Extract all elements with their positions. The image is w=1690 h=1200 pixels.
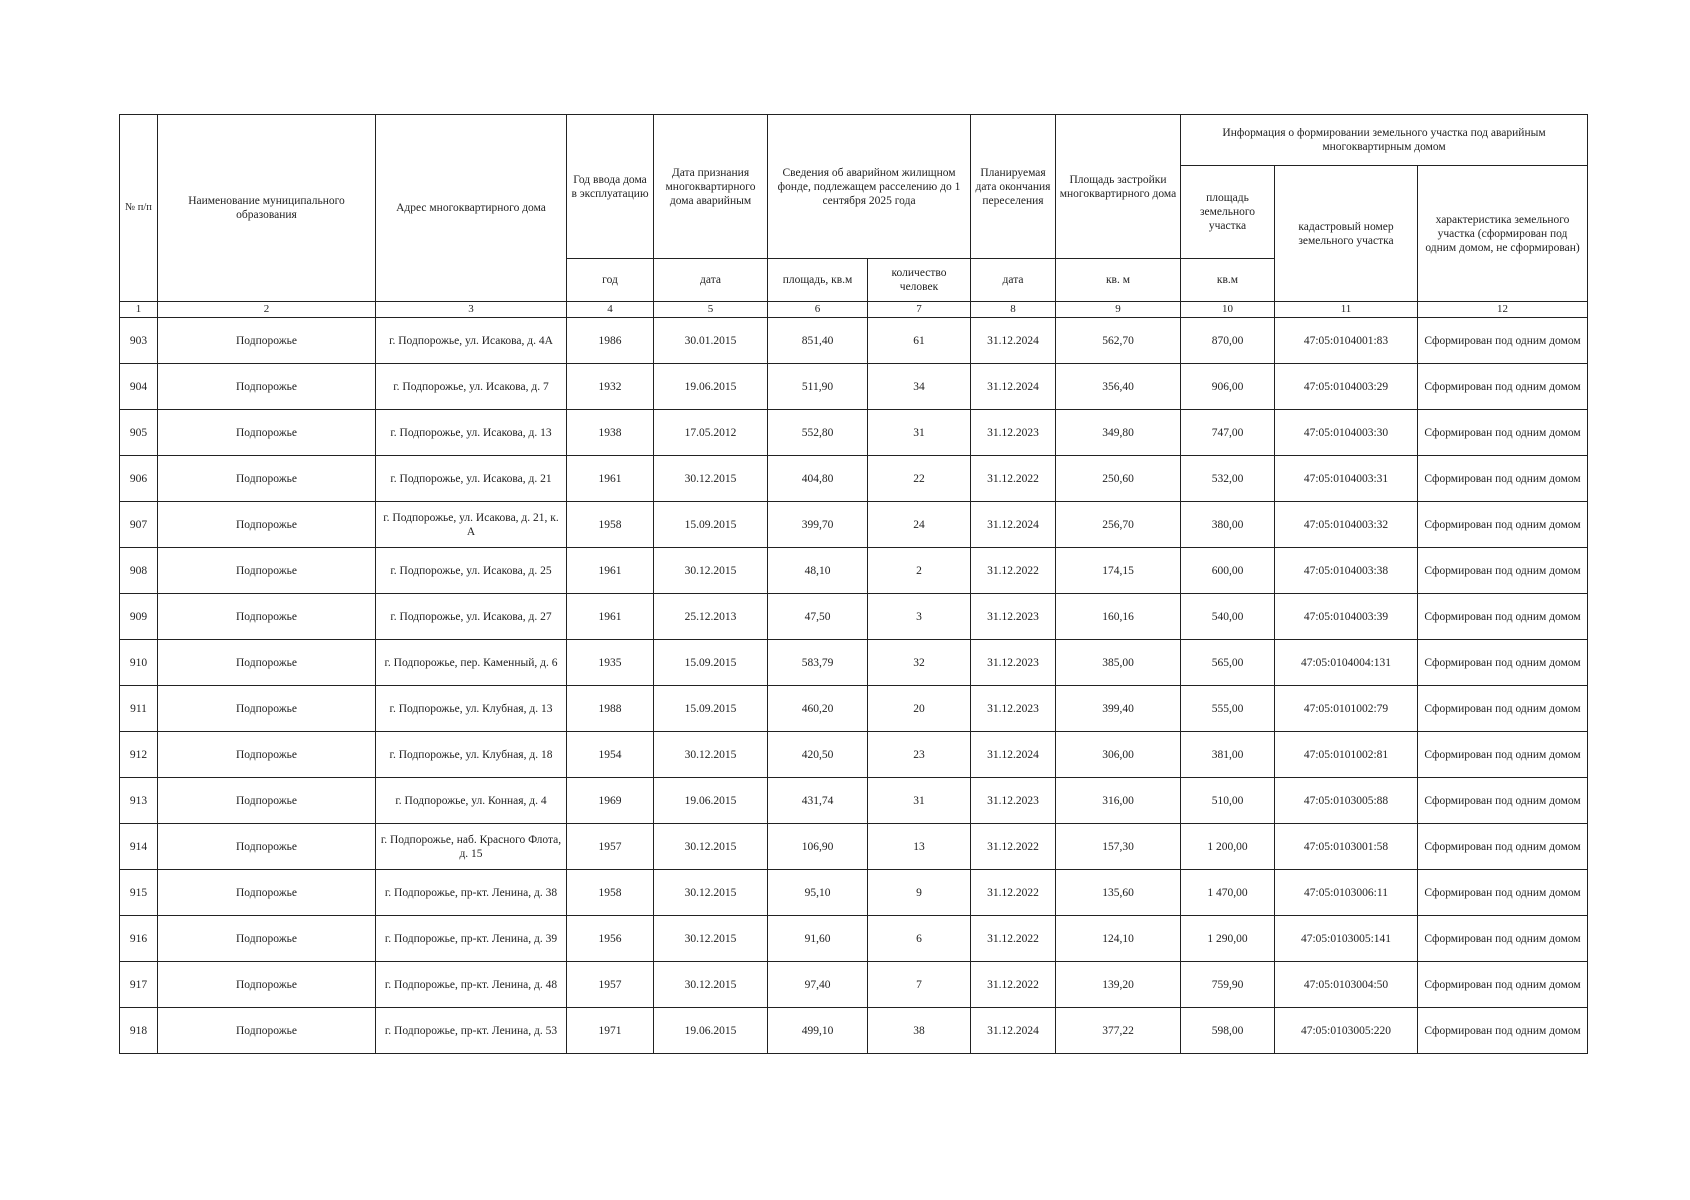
header-planned-date: Планируемая дата окончания переселения	[971, 115, 1056, 259]
cell-planned-date: 31.12.2023	[971, 410, 1056, 456]
cell-building-area: 377,22	[1056, 1008, 1181, 1054]
cell-address: г. Подпорожье, пр-кт. Ленина, д. 38	[376, 870, 567, 916]
table-row	[120, 318, 1588, 364]
cell-people-count: 22	[868, 456, 971, 502]
cell-people-count: 6	[868, 916, 971, 962]
col-number: 1	[120, 302, 158, 318]
cell-building-area: 157,30	[1056, 824, 1181, 870]
cell-municipality: Подпорожье	[158, 824, 376, 870]
cell-municipality: Подпорожье	[158, 410, 376, 456]
cell-people-count: 2	[868, 548, 971, 594]
cell-address: г. Подпорожье, пр-кт. Ленина, д. 39	[376, 916, 567, 962]
header-address: Адрес многоквартирного дома	[376, 115, 567, 302]
cell-building-area: 160,16	[1056, 594, 1181, 640]
cell-row-number: 918	[120, 1008, 158, 1054]
cell-address: г. Подпорожье, ул. Исакова, д. 25	[376, 548, 567, 594]
cell-municipality: Подпорожье	[158, 962, 376, 1008]
cell-commission-year: 1956	[567, 916, 654, 962]
cell-commission-year: 1957	[567, 824, 654, 870]
cell-planned-date: 31.12.2023	[971, 594, 1056, 640]
col-number: 3	[376, 302, 567, 318]
cell-municipality: Подпорожье	[158, 778, 376, 824]
col-number: 7	[868, 302, 971, 318]
col-number: 2	[158, 302, 376, 318]
cell-emergency-date: 30.12.2015	[654, 732, 768, 778]
cell-commission-year: 1935	[567, 640, 654, 686]
cell-commission-year: 1971	[567, 1008, 654, 1054]
cell-land-status: Сформирован под одним домом	[1418, 410, 1588, 456]
cell-land-status: Сформирован под одним домом	[1418, 732, 1588, 778]
cell-row-number: 916	[120, 916, 158, 962]
cell-municipality: Подпорожье	[158, 594, 376, 640]
cell-building-area: 124,10	[1056, 916, 1181, 962]
cell-emergency-date: 30.12.2015	[654, 916, 768, 962]
cell-people-count: 7	[868, 962, 971, 1008]
cell-cadastral-number: 47:05:0104003:30	[1275, 410, 1418, 456]
cell-land-status: Сформирован под одним домом	[1418, 962, 1588, 1008]
cell-land-status: Сформирован под одним домом	[1418, 502, 1588, 548]
cell-cadastral-number: 47:05:0101002:79	[1275, 686, 1418, 732]
col-number: 10	[1181, 302, 1275, 318]
cell-building-area: 356,40	[1056, 364, 1181, 410]
cell-land-area: 1 290,00	[1181, 916, 1275, 962]
table-row	[120, 456, 1588, 502]
cell-land-area: 1 470,00	[1181, 870, 1275, 916]
col-number: 4	[567, 302, 654, 318]
cell-emergency-date: 19.06.2015	[654, 364, 768, 410]
table-header	[120, 115, 1588, 318]
header-municipality: Наименование муниципального образования	[158, 115, 376, 302]
cell-municipality: Подпорожье	[158, 364, 376, 410]
cell-row-number: 917	[120, 962, 158, 1008]
header-row-number: № п/п	[120, 115, 158, 302]
cell-land-status: Сформирован под одним домом	[1418, 1008, 1588, 1054]
unit-land-area: кв.м	[1181, 259, 1275, 302]
col-number: 11	[1275, 302, 1418, 318]
header-land-group: Информация о формировании земельного участка под аварийным многоквартирным домом	[1181, 115, 1588, 166]
table-row	[120, 778, 1588, 824]
cell-land-area: 600,00	[1181, 548, 1275, 594]
cell-planned-date: 31.12.2023	[971, 640, 1056, 686]
cell-municipality: Подпорожье	[158, 916, 376, 962]
unit-year: год	[567, 259, 654, 302]
table-row	[120, 824, 1588, 870]
cell-emergency-area: 511,90	[768, 364, 868, 410]
cell-cadastral-number: 47:05:0101002:81	[1275, 732, 1418, 778]
cell-address: г. Подпорожье, ул. Конная, д. 4	[376, 778, 567, 824]
col-number: 6	[768, 302, 868, 318]
cell-land-status: Сформирован под одним домом	[1418, 686, 1588, 732]
table-row	[120, 916, 1588, 962]
cell-people-count: 31	[868, 410, 971, 456]
cell-municipality: Подпорожье	[158, 686, 376, 732]
cell-land-status: Сформирован под одним домом	[1418, 870, 1588, 916]
cell-emergency-date: 30.12.2015	[654, 824, 768, 870]
unit-date: дата	[654, 259, 768, 302]
cell-land-area: 747,00	[1181, 410, 1275, 456]
table-body	[120, 318, 1588, 1054]
col-number: 9	[1056, 302, 1181, 318]
cell-address: г. Подпорожье, ул. Исакова, д. 21, к. А	[376, 502, 567, 548]
cell-planned-date: 31.12.2024	[971, 732, 1056, 778]
cell-municipality: Подпорожье	[158, 548, 376, 594]
cell-municipality: Подпорожье	[158, 732, 376, 778]
cell-land-status: Сформирован под одним домом	[1418, 456, 1588, 502]
col-number: 5	[654, 302, 768, 318]
cell-emergency-area: 47,50	[768, 594, 868, 640]
table-row	[120, 502, 1588, 548]
cell-people-count: 38	[868, 1008, 971, 1054]
cell-cadastral-number: 47:05:0103004:50	[1275, 962, 1418, 1008]
cell-address: г. Подпорожье, ул. Исакова, д. 7	[376, 364, 567, 410]
cell-cadastral-number: 47:05:0103005:220	[1275, 1008, 1418, 1054]
cell-land-area: 555,00	[1181, 686, 1275, 732]
cell-cadastral-number: 47:05:0104003:39	[1275, 594, 1418, 640]
cell-commission-year: 1932	[567, 364, 654, 410]
cell-emergency-date: 30.12.2015	[654, 962, 768, 1008]
cell-emergency-date: 25.12.2013	[654, 594, 768, 640]
cell-land-area: 510,00	[1181, 778, 1275, 824]
cell-municipality: Подпорожье	[158, 1008, 376, 1054]
table-row	[120, 640, 1588, 686]
cell-emergency-date: 30.01.2015	[654, 318, 768, 364]
cell-building-area: 316,00	[1056, 778, 1181, 824]
cell-emergency-date: 15.09.2015	[654, 640, 768, 686]
header-cadastral-number: кадастровый номер земельного участка	[1275, 166, 1418, 302]
cell-building-area: 256,70	[1056, 502, 1181, 548]
cell-building-area: 385,00	[1056, 640, 1181, 686]
cell-land-status: Сформирован под одним домом	[1418, 548, 1588, 594]
cell-people-count: 61	[868, 318, 971, 364]
cell-commission-year: 1958	[567, 870, 654, 916]
column-number-row	[120, 302, 1588, 318]
cell-people-count: 23	[868, 732, 971, 778]
header-emergency-date: Дата признания многоквартирного дома аварийным	[654, 115, 768, 259]
cell-emergency-area: 399,70	[768, 502, 868, 548]
cell-building-area: 174,15	[1056, 548, 1181, 594]
cell-address: г. Подпорожье, ул. Клубная, д. 13	[376, 686, 567, 732]
cell-people-count: 32	[868, 640, 971, 686]
cell-commission-year: 1986	[567, 318, 654, 364]
cell-cadastral-number: 47:05:0104004:131	[1275, 640, 1418, 686]
cell-land-status: Сформирован под одним домом	[1418, 778, 1588, 824]
cell-emergency-area: 460,20	[768, 686, 868, 732]
cell-land-area: 565,00	[1181, 640, 1275, 686]
cell-row-number: 913	[120, 778, 158, 824]
cell-building-area: 306,00	[1056, 732, 1181, 778]
cell-row-number: 915	[120, 870, 158, 916]
unit-build-area: кв. м	[1056, 259, 1181, 302]
cell-row-number: 907	[120, 502, 158, 548]
cell-land-status: Сформирован под одним домом	[1418, 916, 1588, 962]
cell-planned-date: 31.12.2023	[971, 686, 1056, 732]
cell-address: г. Подпорожье, пр-кт. Ленина, д. 53	[376, 1008, 567, 1054]
cell-cadastral-number: 47:05:0103001:58	[1275, 824, 1418, 870]
header-emergency-fund: Сведения об аварийном жилищном фонде, подлежащем расселению до 1 сентября 2025 года	[768, 115, 971, 259]
cell-emergency-date: 19.06.2015	[654, 778, 768, 824]
cell-cadastral-number: 47:05:0104003:31	[1275, 456, 1418, 502]
col-number: 12	[1418, 302, 1588, 318]
unit-area: площадь, кв.м	[768, 259, 868, 302]
cell-commission-year: 1938	[567, 410, 654, 456]
cell-row-number: 908	[120, 548, 158, 594]
cell-emergency-date: 15.09.2015	[654, 686, 768, 732]
table-row	[120, 686, 1588, 732]
cell-emergency-area: 431,74	[768, 778, 868, 824]
table-row	[120, 962, 1588, 1008]
cell-people-count: 3	[868, 594, 971, 640]
cell-land-status: Сформирован под одним домом	[1418, 640, 1588, 686]
cell-emergency-area: 106,90	[768, 824, 868, 870]
cell-row-number: 903	[120, 318, 158, 364]
cell-address: г. Подпорожье, ул. Исакова, д. 27	[376, 594, 567, 640]
cell-planned-date: 31.12.2024	[971, 502, 1056, 548]
cell-cadastral-number: 47:05:0104003:29	[1275, 364, 1418, 410]
cell-emergency-date: 30.12.2015	[654, 548, 768, 594]
cell-land-area: 381,00	[1181, 732, 1275, 778]
header-building-area: Площадь застройки многоквартирного дома	[1056, 115, 1181, 259]
cell-emergency-area: 851,40	[768, 318, 868, 364]
cell-building-area: 349,80	[1056, 410, 1181, 456]
cell-row-number: 904	[120, 364, 158, 410]
cell-emergency-date: 15.09.2015	[654, 502, 768, 548]
cell-address: г. Подпорожье, пр-кт. Ленина, д. 48	[376, 962, 567, 1008]
cell-emergency-area: 48,10	[768, 548, 868, 594]
cell-commission-year: 1954	[567, 732, 654, 778]
cell-commission-year: 1957	[567, 962, 654, 1008]
cell-land-area: 540,00	[1181, 594, 1275, 640]
cell-emergency-date: 30.12.2015	[654, 870, 768, 916]
cell-planned-date: 31.12.2022	[971, 962, 1056, 1008]
cell-people-count: 20	[868, 686, 971, 732]
cell-municipality: Подпорожье	[158, 502, 376, 548]
cell-land-area: 380,00	[1181, 502, 1275, 548]
cell-address: г. Подпорожье, ул. Исакова, д. 21	[376, 456, 567, 502]
cell-building-area: 399,40	[1056, 686, 1181, 732]
cell-commission-year: 1988	[567, 686, 654, 732]
cell-land-area: 759,90	[1181, 962, 1275, 1008]
unit-people: количество человек	[868, 259, 971, 302]
cell-municipality: Подпорожье	[158, 870, 376, 916]
cell-planned-date: 31.12.2022	[971, 456, 1056, 502]
cell-planned-date: 31.12.2024	[971, 364, 1056, 410]
cell-land-area: 870,00	[1181, 318, 1275, 364]
cell-commission-year: 1961	[567, 456, 654, 502]
emergency-housing-table	[119, 114, 1588, 1054]
cell-address: г. Подпорожье, ул. Исакова, д. 4А	[376, 318, 567, 364]
cell-building-area: 250,60	[1056, 456, 1181, 502]
cell-cadastral-number: 47:05:0104001:83	[1275, 318, 1418, 364]
cell-people-count: 24	[868, 502, 971, 548]
cell-people-count: 9	[868, 870, 971, 916]
cell-emergency-area: 97,40	[768, 962, 868, 1008]
cell-commission-year: 1958	[567, 502, 654, 548]
cell-emergency-area: 420,50	[768, 732, 868, 778]
cell-land-status: Сформирован под одним домом	[1418, 318, 1588, 364]
cell-planned-date: 31.12.2022	[971, 824, 1056, 870]
cell-commission-year: 1961	[567, 594, 654, 640]
cell-row-number: 912	[120, 732, 158, 778]
cell-land-status: Сформирован под одним домом	[1418, 364, 1588, 410]
cell-people-count: 13	[868, 824, 971, 870]
cell-address: г. Подпорожье, наб. Красного Флота, д. 15	[376, 824, 567, 870]
cell-row-number: 909	[120, 594, 158, 640]
cell-cadastral-number: 47:05:0103005:141	[1275, 916, 1418, 962]
cell-building-area: 562,70	[1056, 318, 1181, 364]
cell-address: г. Подпорожье, ул. Клубная, д. 18	[376, 732, 567, 778]
cell-people-count: 31	[868, 778, 971, 824]
cell-emergency-date: 17.05.2012	[654, 410, 768, 456]
cell-address: г. Подпорожье, ул. Исакова, д. 13	[376, 410, 567, 456]
table-row	[120, 732, 1588, 778]
cell-people-count: 34	[868, 364, 971, 410]
table-row	[120, 410, 1588, 456]
cell-land-area: 598,00	[1181, 1008, 1275, 1054]
cell-emergency-area: 95,10	[768, 870, 868, 916]
table-row	[120, 870, 1588, 916]
cell-planned-date: 31.12.2022	[971, 870, 1056, 916]
cell-land-status: Сформирован под одним домом	[1418, 824, 1588, 870]
header-land-area: площадь земельного участка	[1181, 166, 1275, 259]
cell-emergency-date: 30.12.2015	[654, 456, 768, 502]
cell-planned-date: 31.12.2024	[971, 318, 1056, 364]
table-row	[120, 548, 1588, 594]
cell-land-status: Сформирован под одним домом	[1418, 594, 1588, 640]
cell-municipality: Подпорожье	[158, 318, 376, 364]
cell-planned-date: 31.12.2023	[971, 778, 1056, 824]
cell-cadastral-number: 47:05:0103006:11	[1275, 870, 1418, 916]
col-number: 8	[971, 302, 1056, 318]
table-row	[120, 364, 1588, 410]
cell-planned-date: 31.12.2022	[971, 548, 1056, 594]
header-land-status: характеристика земельного участка (сформирован под одним домом, не сформирован)	[1418, 166, 1588, 302]
cell-cadastral-number: 47:05:0104003:32	[1275, 502, 1418, 548]
cell-cadastral-number: 47:05:0104003:38	[1275, 548, 1418, 594]
cell-planned-date: 31.12.2022	[971, 916, 1056, 962]
cell-municipality: Подпорожье	[158, 456, 376, 502]
cell-municipality: Подпорожье	[158, 640, 376, 686]
cell-emergency-date: 19.06.2015	[654, 1008, 768, 1054]
cell-emergency-area: 499,10	[768, 1008, 868, 1054]
cell-commission-year: 1961	[567, 548, 654, 594]
unit-plan-date: дата	[971, 259, 1056, 302]
cell-row-number: 910	[120, 640, 158, 686]
cell-land-area: 532,00	[1181, 456, 1275, 502]
header-commission-year: Год ввода дома в эксплуатацию	[567, 115, 654, 259]
cell-emergency-area: 91,60	[768, 916, 868, 962]
table-row	[120, 594, 1588, 640]
cell-emergency-area: 583,79	[768, 640, 868, 686]
cell-row-number: 911	[120, 686, 158, 732]
cell-emergency-area: 552,80	[768, 410, 868, 456]
cell-land-area: 906,00	[1181, 364, 1275, 410]
cell-row-number: 905	[120, 410, 158, 456]
cell-emergency-area: 404,80	[768, 456, 868, 502]
cell-land-area: 1 200,00	[1181, 824, 1275, 870]
table-row	[120, 1008, 1588, 1054]
cell-row-number: 914	[120, 824, 158, 870]
cell-planned-date: 31.12.2024	[971, 1008, 1056, 1054]
cell-address: г. Подпорожье, пер. Каменный, д. 6	[376, 640, 567, 686]
cell-building-area: 135,60	[1056, 870, 1181, 916]
cell-building-area: 139,20	[1056, 962, 1181, 1008]
cell-commission-year: 1969	[567, 778, 654, 824]
cell-row-number: 906	[120, 456, 158, 502]
cell-cadastral-number: 47:05:0103005:88	[1275, 778, 1418, 824]
